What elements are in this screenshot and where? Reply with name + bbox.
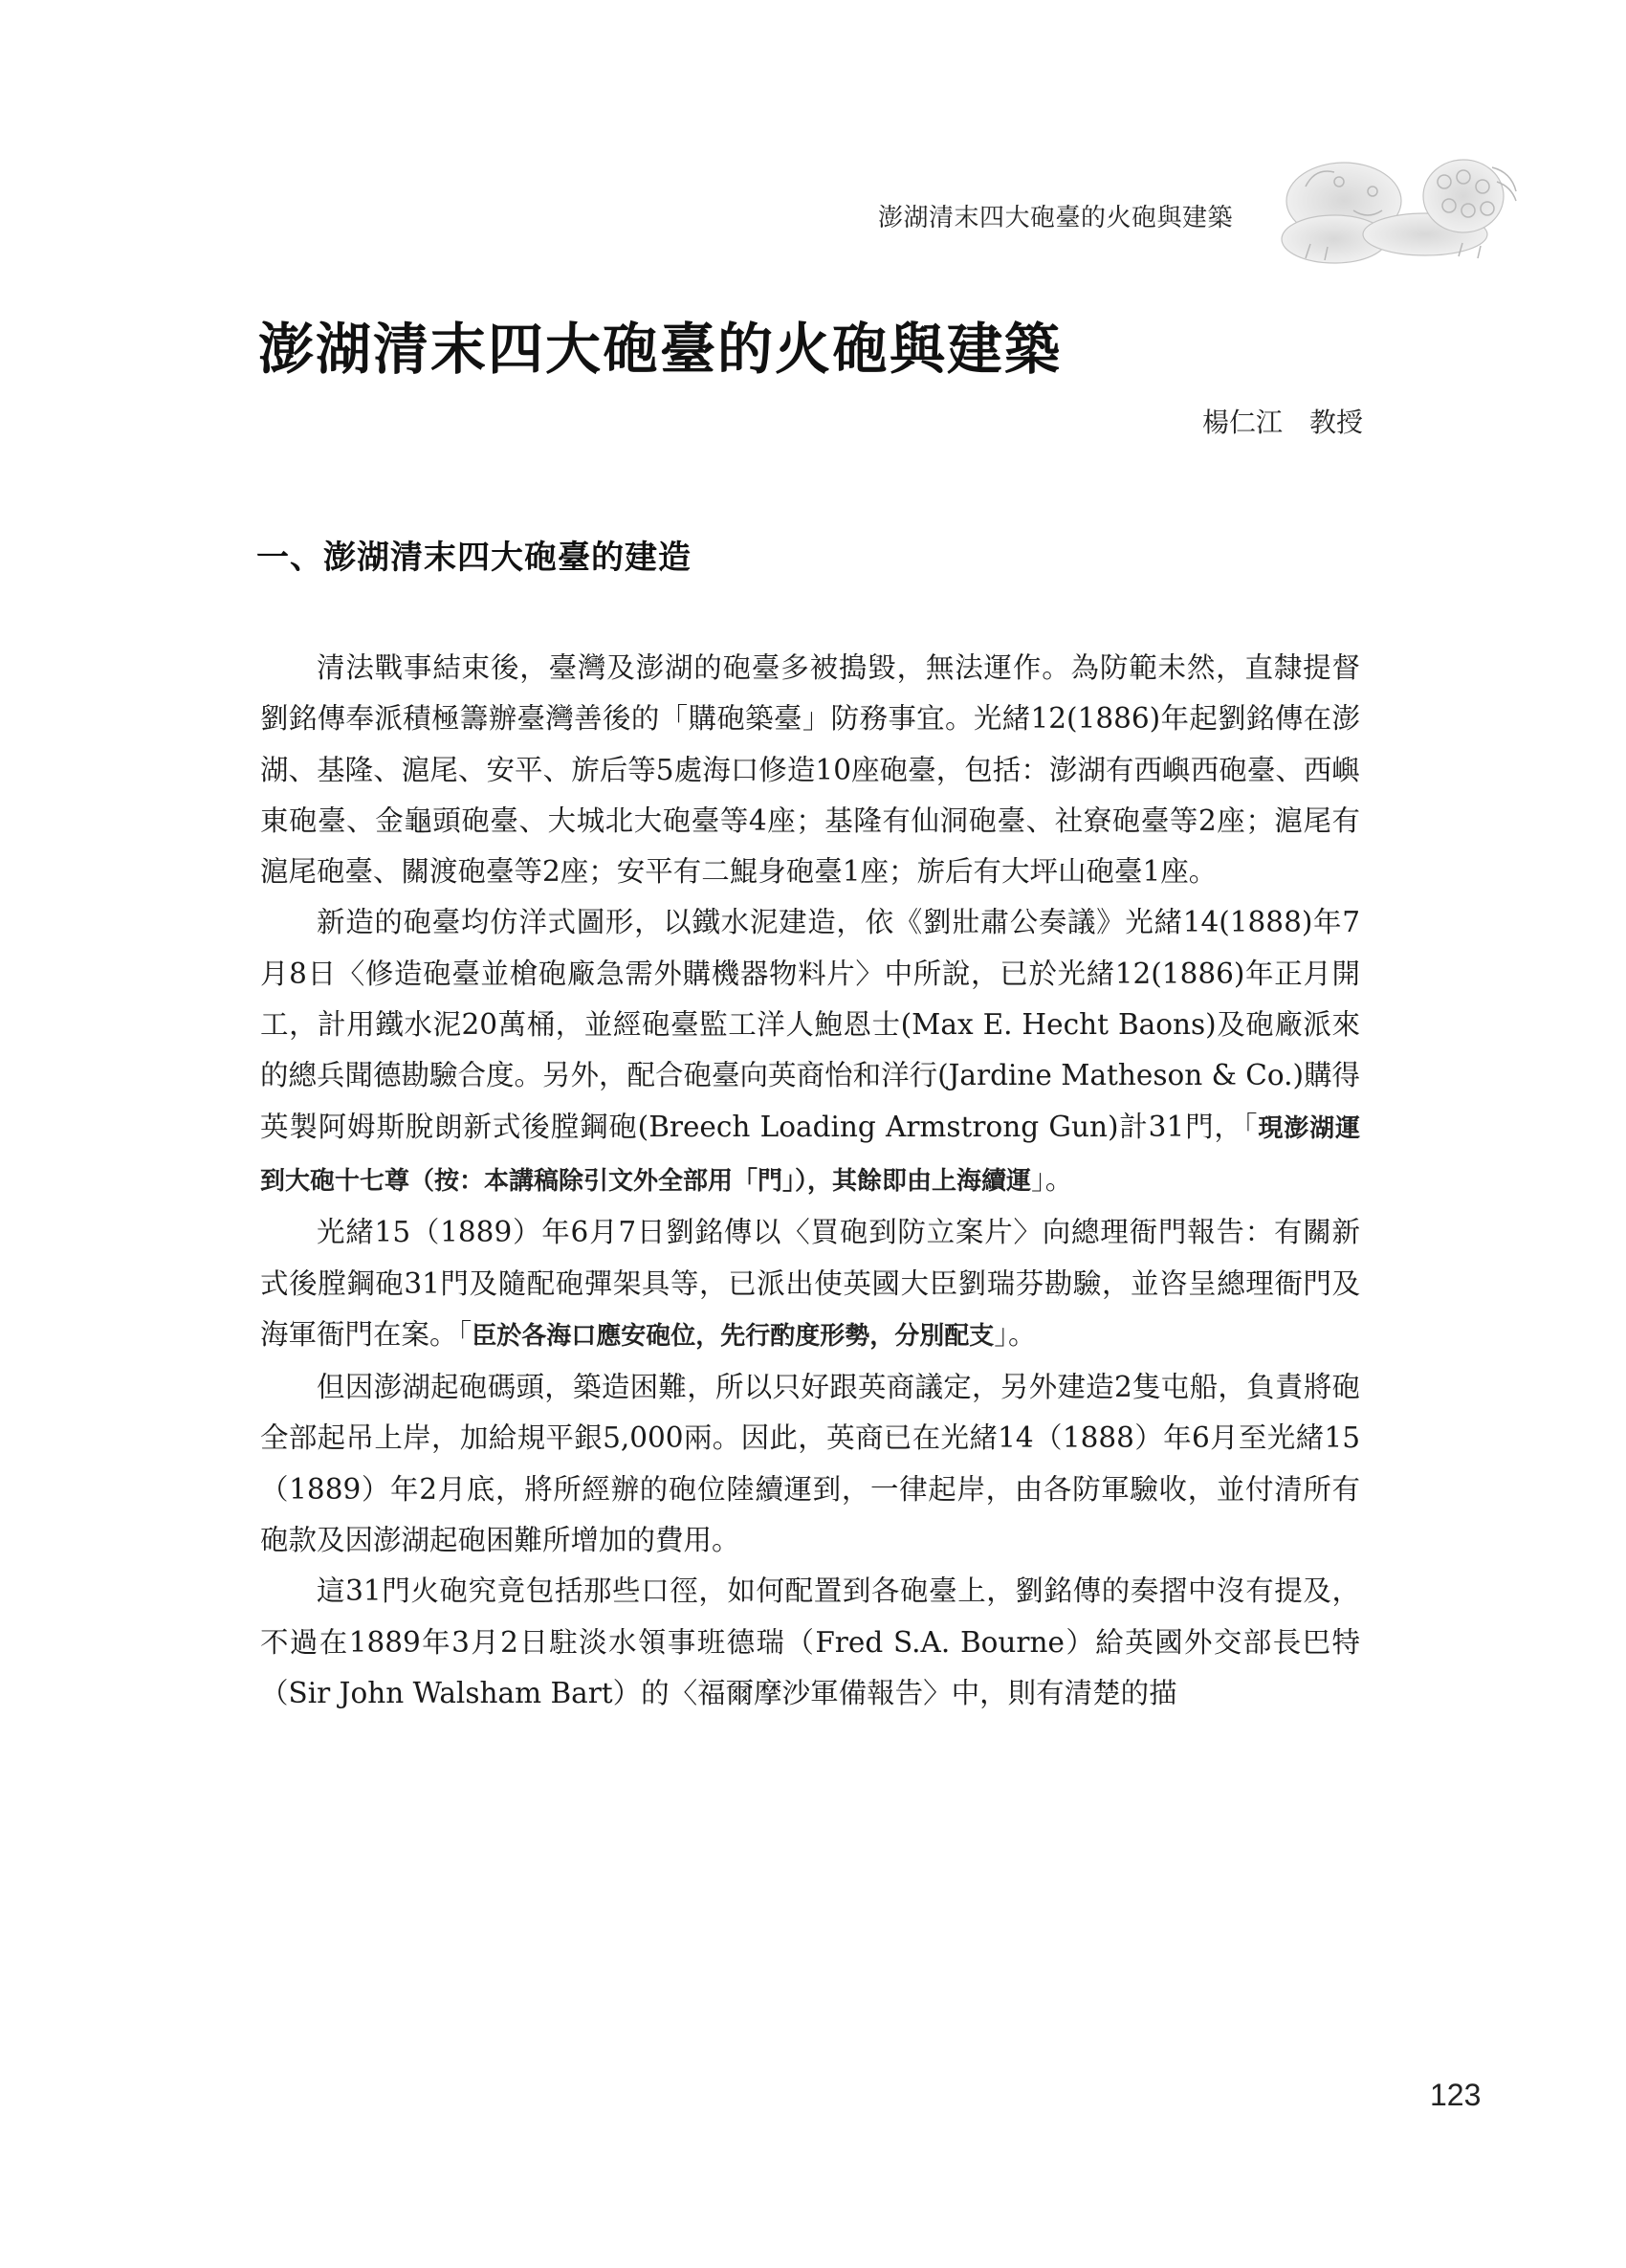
paragraph-text: 」。 [1031, 1162, 1074, 1196]
paragraph [260, 643, 1360, 897]
paragraph-text: 」。 [994, 1317, 1037, 1351]
paragraph [260, 897, 1360, 1207]
quoted-text: 現澎湖運到大砲十七尊（按：本講稿除引文外全部用「門」），其餘即由上海續運 [260, 1113, 1360, 1196]
paragraph-text: 這31門火砲究竟包括那些口徑，如何配置到各砲臺上，劉銘傳的奏摺中沒有提及，不過在1889年3月2日駐淡水領事班德瑞（Fred S.A. Bourne）給英國外交部長巴特（Sir John Walsham Bart）的〈福爾摩沙軍備報告〉中，則有清楚的描 [260, 1574, 1360, 1709]
paragraph-text: 清法戰事結束後，臺灣及澎湖的砲臺多被搗毀，無法運作。為防範未然，直隸提督劉銘傳奉派積極籌辦臺灣善後的「購砲築臺」防務事宜。光緒12(1886)年起劉銘傳在澎湖、基隆、滬尾、安平、旂后等5處海口修造10座砲臺，包括：澎湖有西嶼西砲臺、西嶼東砲臺、金龜頭砲臺、大城北大砲臺等4座；基隆有仙洞砲臺、社寮砲臺等2座；滬尾有滬尾砲臺、關渡砲臺等2座；安平有二鯤身砲臺1座；旂后有大坪山砲臺1座。 [260, 651, 1360, 889]
page-number: 123 [1430, 2078, 1482, 2112]
paragraph-text: 新造的砲臺均仿洋式圖形，以鐵水泥建造，依《劉壯肅公奏議》光緒14(1888)年7月8日〈修造砲臺並槍砲廠急需外購機器物料片〉中所說，已於光緒12(1886)年正月開工，計用鐵水泥20萬桶，並經砲臺監工洋人鮑恩士(Max E. Hecht Baons)及砲廠派來的總兵聞德勘驗合度。另外，配合砲臺向英商怡和洋行(Jardine Matheson & Co.)購得英製阿姆斯脫朗新式後膛鋼砲(Breech Loading Armstrong Gun)計31門，「 [260, 906, 1360, 1143]
quoted-text: 臣於各海口應安砲位，先行酌度形勢，分別配支 [472, 1321, 995, 1351]
paragraph [260, 1362, 1360, 1566]
stone-lion-icon [1267, 143, 1535, 273]
section-heading: 一、澎湖清末四大砲臺的建造 [256, 539, 692, 577]
paragraph-text: 光緒15（1889）年6月7日劉銘傳以〈買砲到防立案片〉向總理衙門報告：有關新式後膛鋼砲31門及隨配砲彈架具等，已派出使英國大臣劉瑞芬勘驗，並咨呈總理衙門及海軍衙門在案。「 [260, 1216, 1360, 1351]
paragraph [260, 1207, 1360, 1362]
paragraph-text: 但因澎湖起砲碼頭，築造困難，所以只好跟英商議定，另外建造2隻屯船，負責將砲全部起吊上岸，加給規平銀5,000兩。因此，英商已在光緒14（1888）年6月至光緒15（1889）年2月底，將所經辦的砲位陸續運到，一律起岸，由各防軍驗收，並付清所有砲款及因澎湖起砲困難所增加的費用。 [260, 1371, 1360, 1557]
author-byline: 楊仁江 教授 [1201, 407, 1363, 438]
paragraph [260, 1566, 1360, 1719]
article-title: 澎湖清末四大砲臺的火砲與建築 [258, 317, 1063, 382]
body-text [260, 643, 1360, 1719]
running-head: 澎湖清末四大砲臺的火砲與建築 [878, 204, 1234, 232]
